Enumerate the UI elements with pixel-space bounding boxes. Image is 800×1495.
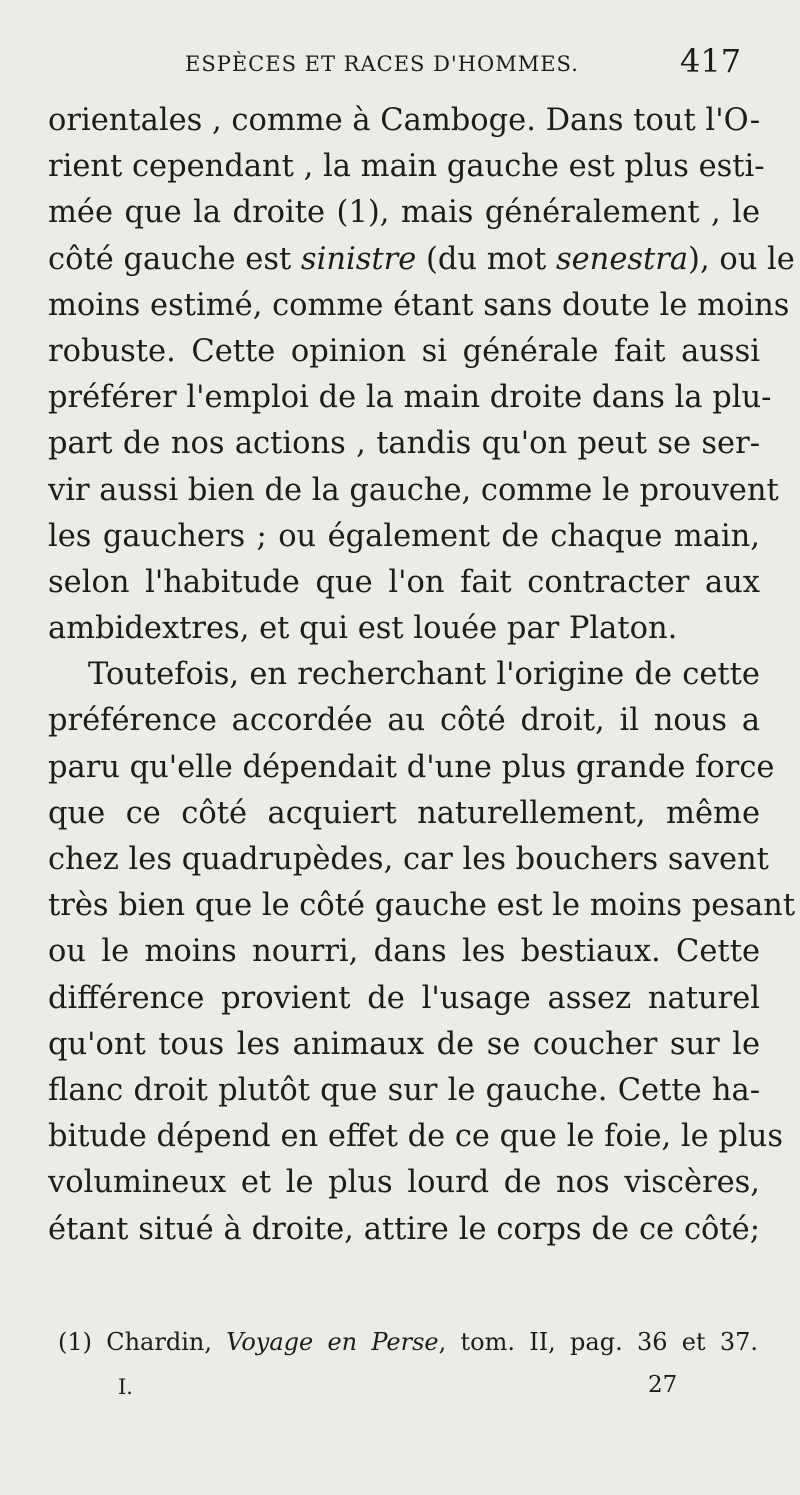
paragraph-2	[48, 652, 796, 1252]
footnote-reference: , tom. II, pag. 36 et 37.	[438, 1328, 758, 1356]
footnote-book-title: Voyage en Perse	[226, 1328, 439, 1356]
text-line: qu'ont tous les animaux de se coucher sur le	[48, 1026, 760, 1062]
text-line: différence provient de l'usage assez naturel	[48, 980, 760, 1016]
text-line: rient cependant , la main gauche est plus esti-	[48, 149, 765, 185]
text-line: Toutefois, en recherchant l'origine de cette	[88, 657, 760, 693]
text-line: bitude dépend en effet de ce que le foie, le plus	[48, 1119, 783, 1155]
signature-mark: I.	[118, 1375, 133, 1399]
sheet-number: 27	[648, 1372, 678, 1398]
text-line: volumineux et le plus lourd de nos viscères,	[48, 1165, 760, 1201]
text-line: préférence accordée au côté droit, il nous a	[48, 703, 760, 739]
text-line	[48, 237, 795, 283]
text-line: ou le moins nourri, dans les bestiaux. Cette	[48, 934, 760, 970]
text-line: préférer l'emploi de la main droite dans la plu-	[48, 380, 772, 416]
text-line: étant situé à droite, attire le corps de ce côté;	[48, 1211, 760, 1247]
footnote-marker-text: (1) Chardin,	[58, 1328, 227, 1356]
paragraph-1	[48, 98, 795, 652]
text-segment: ), ou le	[688, 241, 795, 277]
italic-term-sinistre: sinistre	[300, 241, 417, 277]
text-line: très bien que le côté gauche est le moins pesant	[48, 888, 796, 924]
running-head: ESPÈCES ET RACES D'HOMMES.	[185, 52, 579, 76]
italic-term-senestra: senestra	[555, 241, 689, 277]
text-line: selon l'habitude que l'on fait contracter aux	[48, 564, 760, 600]
text-segment: côté gauche est	[48, 241, 301, 277]
footnote	[58, 1328, 758, 1356]
text-line: paru qu'elle dépendait d'une plus grande force	[48, 749, 775, 785]
text-line: mée que la droite (1), mais généralement , le	[48, 195, 760, 231]
text-segment: (du mot	[416, 241, 556, 277]
text-line: flanc droit plutôt que sur le gauche. Cette ha-	[48, 1072, 760, 1108]
text-line: robuste. Cette opinion si générale fait aussi	[48, 333, 760, 369]
text-line: chez les quadrupèdes, car les bouchers savent	[48, 842, 769, 877]
text-line: ambidextres, et qui est louée par Platon.	[48, 611, 678, 647]
text-line: part de nos actions , tandis qu'on peut se ser-	[48, 426, 760, 462]
page-number: 417	[680, 42, 742, 80]
text-line: orientales , comme à Camboge. Dans tout l'O-	[48, 103, 760, 138]
text-line: que ce côté acquiert naturellement, même	[48, 795, 760, 831]
body-text	[48, 98, 796, 1253]
text-line: les gauchers ; ou également de chaque main,	[48, 518, 760, 554]
text-line: vir aussi bien de la gauche, comme le prouvent	[48, 472, 779, 508]
text-line: moins estimé, comme étant sans doute le moins	[48, 287, 790, 323]
